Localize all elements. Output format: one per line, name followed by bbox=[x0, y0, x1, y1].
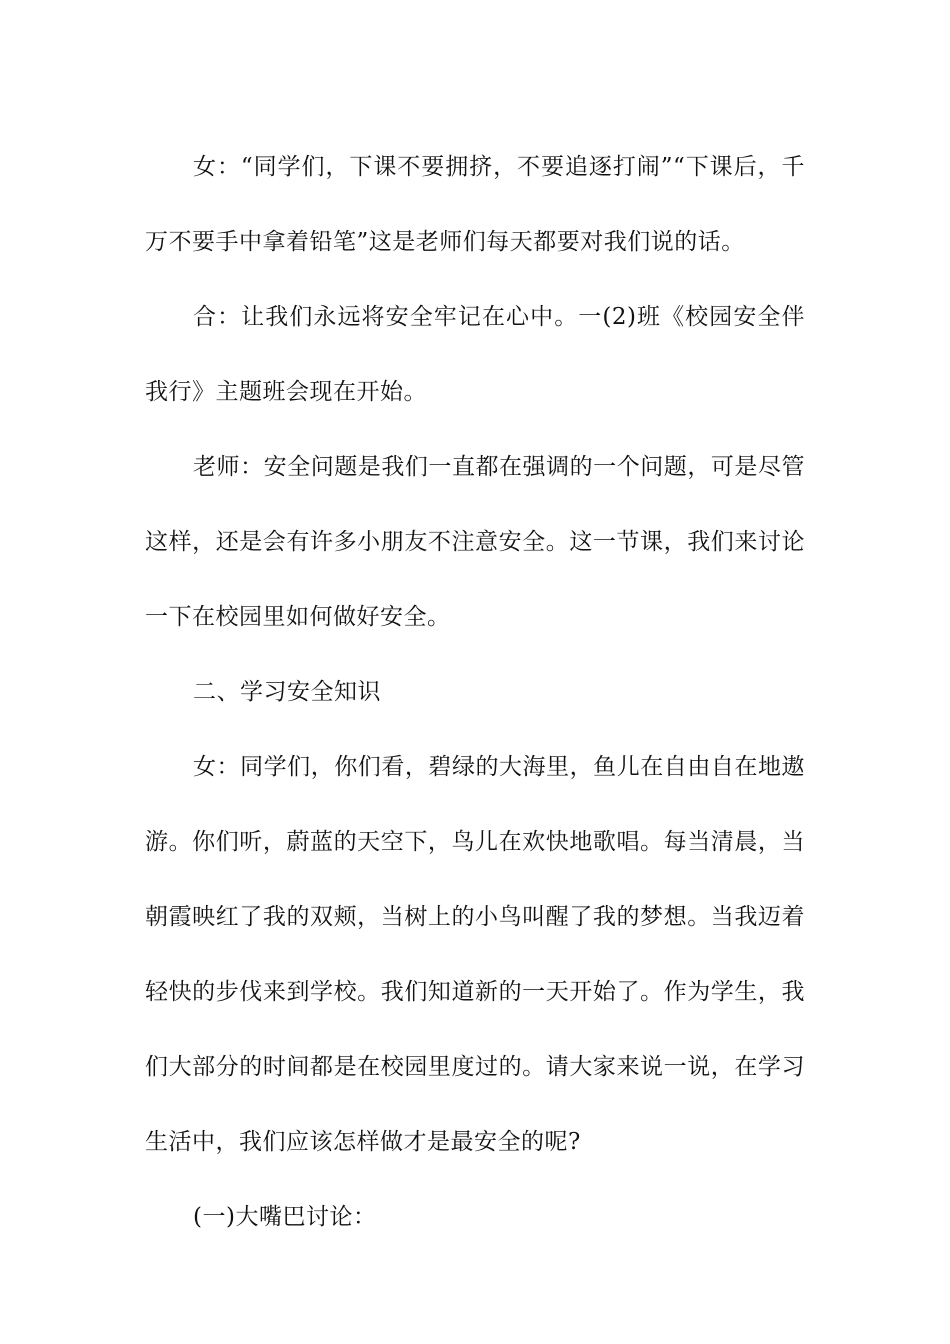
paragraph-dialogue-together: 合：让我们永远将安全牢记在心中。一(2)班《校园安全伴我行》主题班会现在开始。 bbox=[145, 304, 805, 405]
document-body bbox=[145, 130, 805, 1255]
subsection-heading: (一)大嘴巴讨论： bbox=[193, 1204, 377, 1230]
paragraph-dialogue-girl: 女：“同学们，下课不要拥挤，不要追逐打闹”“下课后，千万不要手中拿着铅笔”这是老师们每天都要对我们说的话。 bbox=[145, 154, 805, 255]
paragraph-teacher: 老师：安全问题是我们一直都在强调的一个问题，可是尽管这样，还是会有许多小朋友不注意安全。这一节课，我们来讨论一下在校园里如何做好安全。 bbox=[145, 454, 805, 630]
paragraph-dialogue-girl-2: 女：同学们，你们看，碧绿的大海里，鱼儿在自由自在地遨游。你们听，蔚蓝的天空下，鸟儿在欢快地歌唱。每当清晨，当朝霞映红了我的双颊，当树上的小鸟叫醒了我的梦想。当我迈着轻快的步伐来到学校。我们知道新的一天开始了。作为学生，我们大部分的时间都是在校园里度过的。请大家来说一说，在学习生活中，我们应该怎样做才是最安全的呢? bbox=[145, 754, 805, 1155]
section-heading: 二、学习安全知识 bbox=[193, 679, 381, 705]
